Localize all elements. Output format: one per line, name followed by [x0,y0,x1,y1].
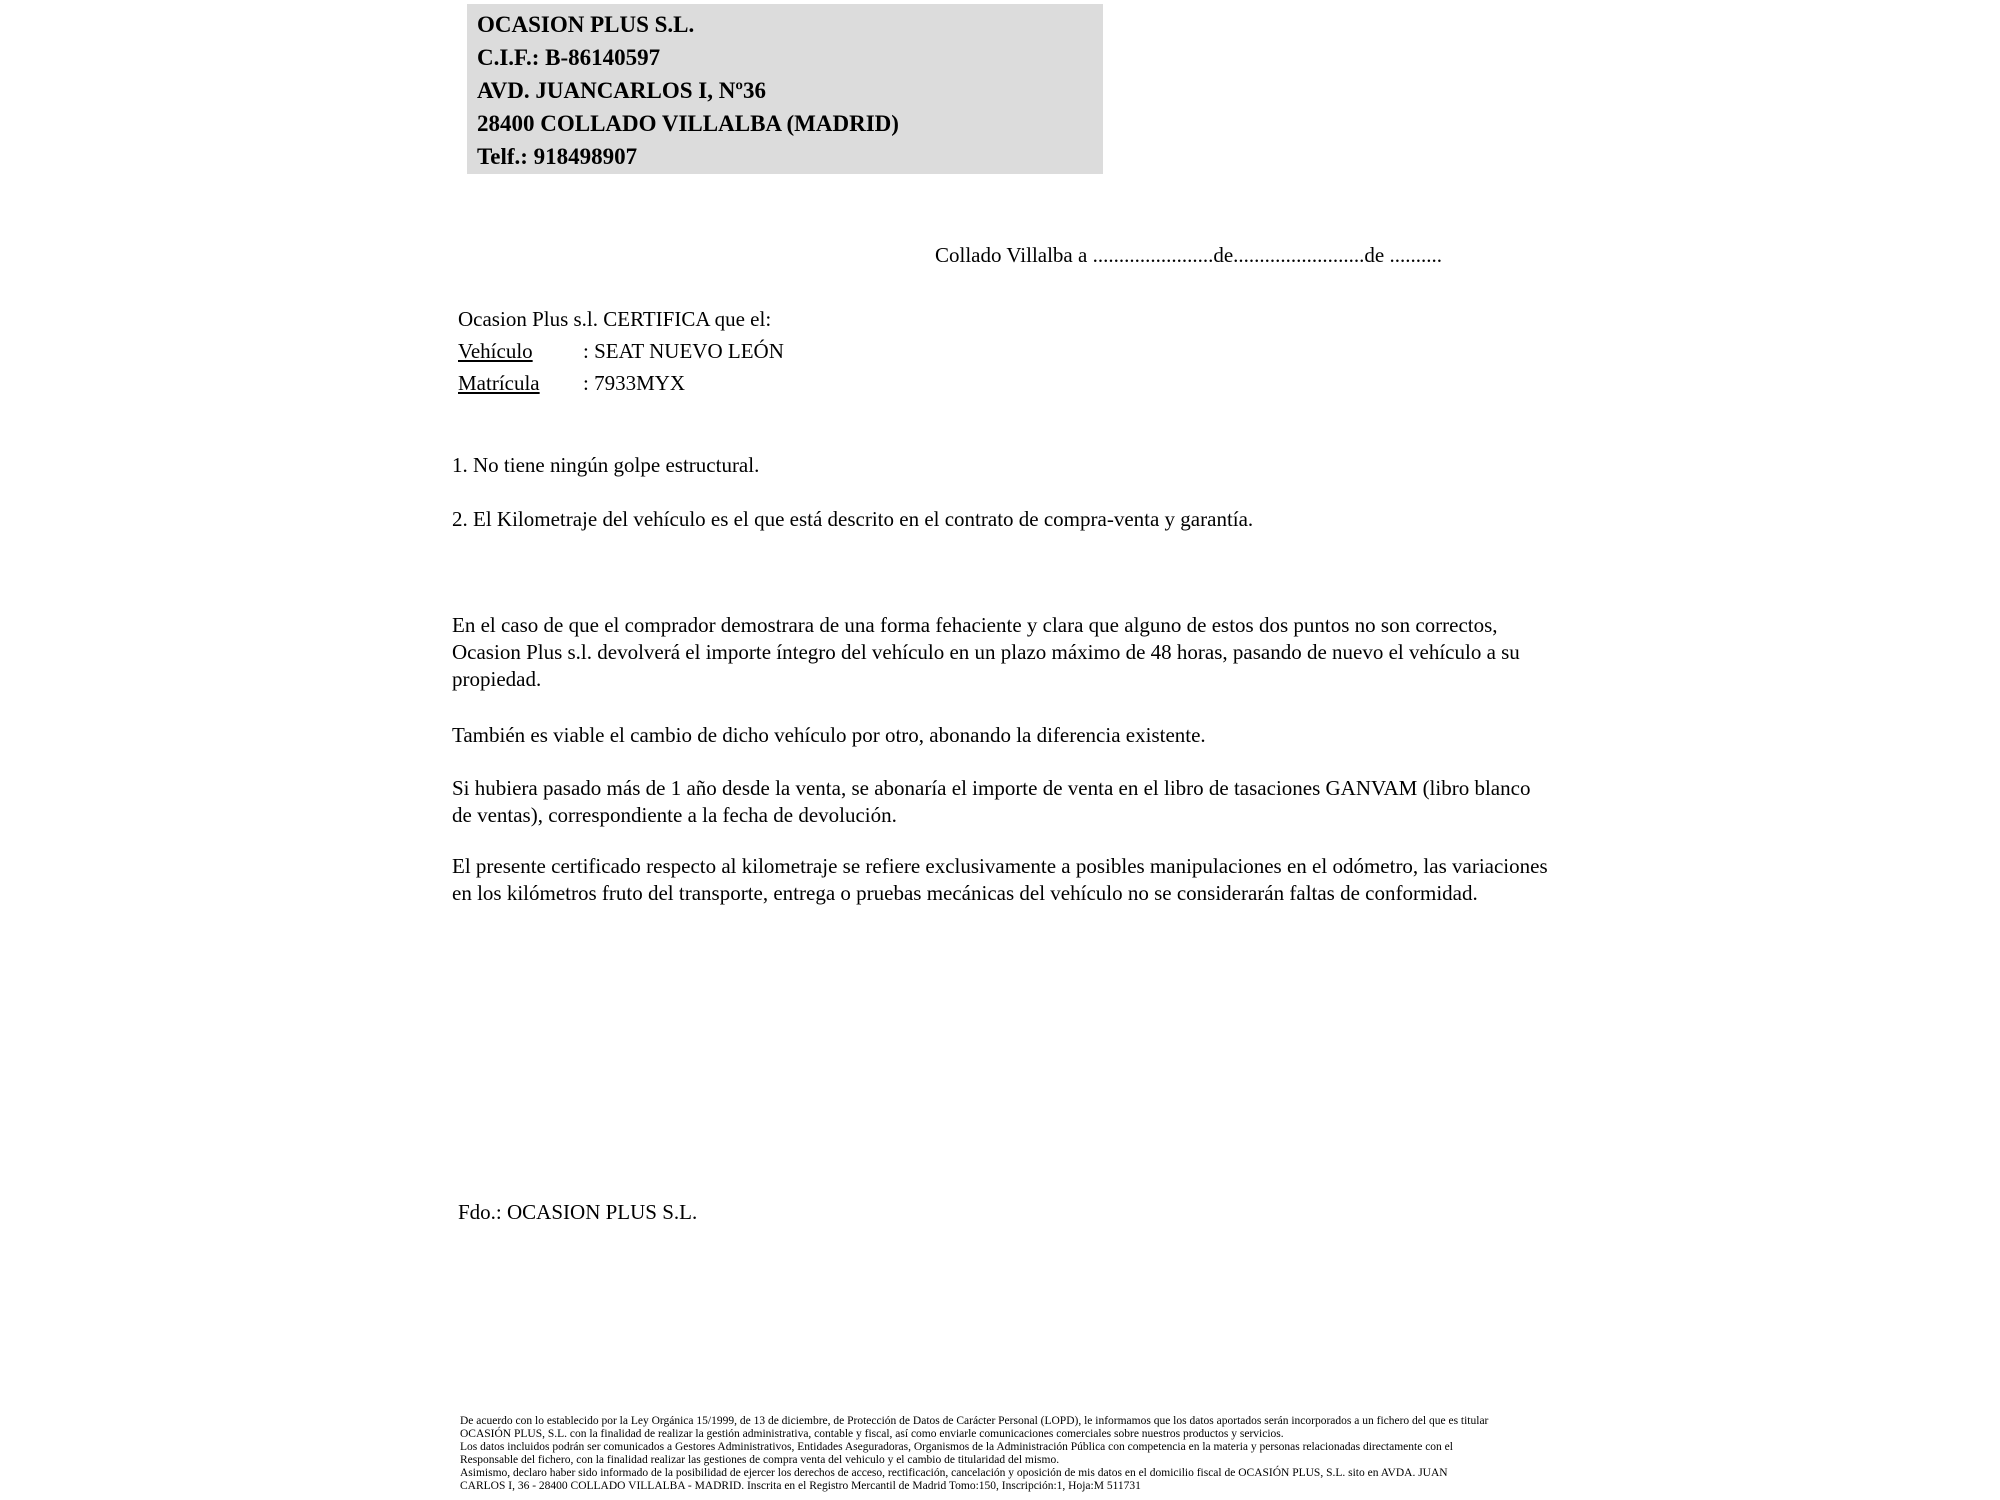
company-cif: C.I.F.: B-86140597 [477,45,661,70]
legal-line: Asimismo, declaro haber sido informado de la posibilidad de ejercer los derechos de acceso, rectificación, cancelación y oposición de mis datos en el domicilio fiscal de OCASIÓN PLUS, S.L. sito en AVDA. JUAN [460,1467,1448,1479]
legal-footer [460,1415,1580,1493]
legal-line: OCASIÓN PLUS, S.L. con la finalidad de realizar la gestión administrativa, contable y fiscal, así como enviarle comunicaciones comerciales sobre nuestros productos y servicios. [460,1428,1284,1440]
legal-line: CARLOS I, 36 - 28400 COLLADO VILLALBA - MADRID. Inscrita en el Registro Mercantil de Madrid Tomo:150, Inscripción:1, Hoja:M 511731 [460,1480,1141,1492]
certifies-intro: Ocasion Plus s.l. CERTIFICA que el: [458,307,772,331]
legal-line: Responsable del fichero, con la finalidad realizar las gestiones de compra venta del vehiculo y el cambio de titularidad del mismo. [460,1454,1060,1466]
vehicle-label: Vehículo [458,339,533,363]
plate-label: Matrícula [458,371,540,395]
company-address: AVD. JUANCARLOS I, Nº36 [477,78,766,103]
signature-line: Fdo.: OCASION PLUS S.L. [458,1200,698,1224]
company-phone: Telf.: 918498907 [477,144,638,169]
legal-line: De acuerdo con lo establecido por la Ley Orgánica 15/1999, de 13 de diciembre, de Protección de Datos de Carácter Personal (LOPD), le informamos que los datos aportados serán incorporados a un fichero del que es titular [460,1415,1489,1427]
paragraph-odometer: El presente certificado respecto al kilometraje se refiere exclusivamente a posibles manipulaciones en el odómetro, las variaciones en los kilómetros fruto del transporte, entrega o pruebas mecánicas del vehículo no se considerarán faltas de conformidad. [452,854,1548,905]
company-city: 28400 COLLADO VILLALBA (MADRID) [477,111,899,136]
paragraph-ganvam: Si hubiera pasado más de 1 año desde la venta, se abonaría el importe de venta en el libro de tasaciones GANVAM (libro blanco de ventas), correspondiente a la fecha de devolución. [452,776,1531,827]
date-blank-line: Collado Villalba a .......................de.........................de .......... [935,243,1442,267]
paragraph-exchange: También es viable el cambio de dicho vehículo por otro, abonando la diferencia existente. [452,723,1206,747]
company-header-box [467,4,1103,174]
vehicle-value: : SEAT NUEVO LEÓN [583,339,784,363]
paragraph-refund: En el caso de que el comprador demostrara de una forma fehaciente y clara que alguno de estos dos puntos no son correctos, Ocasion Plus s.l. devolverá el importe íntegro del vehículo en un plazo máximo de 48 horas, pasando de nuevo el vehículo a su propiedad. [452,613,1520,691]
plate-row [458,367,784,399]
point-2: 2. El Kilometraje del vehículo es el que está descrito en el contrato de compra-venta y garantía. [452,507,1254,531]
company-name: OCASION PLUS S.L. [477,12,695,37]
plate-value: : 7933MYX [583,371,686,395]
point-1: 1. No tiene ningún golpe estructural. [452,453,760,477]
vehicle-label-cell [458,335,583,367]
plate-label-cell [458,367,583,399]
vehicle-row [458,335,784,367]
legal-line: Los datos incluidos podrán ser comunicados a Gestores Administrativos, Entidades Aseguradoras, Organismos de la Administración Pública con competencia en la materia y personas relacionadas directamente con el [460,1441,1453,1453]
certification-block [458,303,784,399]
